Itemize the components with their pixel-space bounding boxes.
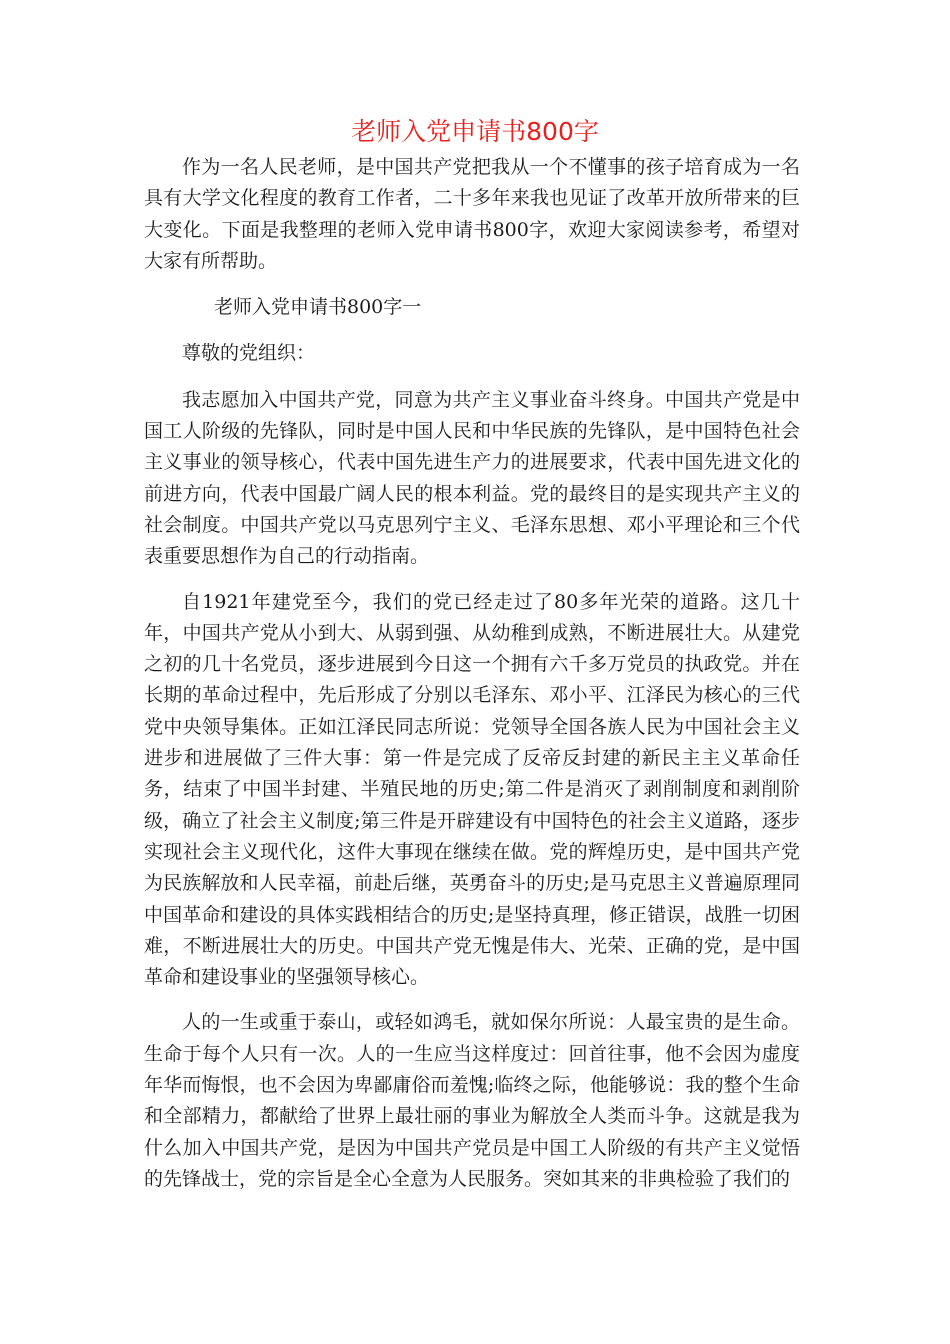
document-title: 老师入党申请书800字 [351,117,599,146]
body-paragraph-1: 我志愿加入中国共产党，同意为共产主义事业奋斗终身。中国共产党是中国工人阶级的先锋队，同时是中国人民和中华民族的先锋队，是中国特色社会主义事业的领导核心，代表中国先进生产力的进展要求，代表中国先进文化的前进方向，代表中国最广阔人民的根本利益。党的最终目的是实现共产主义的社会制度。中国共产党以马克思列宁主义、毛泽东思想、邓小平理论和三个代表重要思想作为自己的行动指南。 [144,388,800,568]
body-paragraph-2: 自1921年建党至今，我们的党已经走过了80多年光荣的道路。这几十年，中国共产党从小到大、从弱到强、从幼稚到成熟，不断进展壮大。从建党之初的几十名党员，逐步进展到今日这一个拥有六千多万党员的执政党。并在长期的革命过程中，先后形成了分别以毛泽东、邓小平、江泽民为核心的三代党中央领导集体。正如江泽民同志所说：党领导全国各族人民为中国社会主义进步和进展做了三件大事：第一件是完成了反帝反封建的新民主主义革命任务，结束了中国半封建、半殖民地的历史;第二件是消灭了剥削制度和剥削阶级，确立了社会主义制度;第三件是开辟建设有中国特色的社会主义道路，逐步实现社会主义现代化，这件大事现在继续在做。党的辉煌历史，是中国共产党为民族解放和人民幸福，前赴后继，英勇奋斗的历史;是马克思主义普遍原理同中国革命和建设的具体实践相结合的历史;是坚持真理，修正错误，战胜一切困难，不断进展壮大的历史。中国共产党无愧是伟大、光荣、正确的党，是中国革命和建设事业的坚强领导核心。 [144,590,800,989]
salutation: 尊敬的党组织： [182,342,316,365]
intro-paragraph: 作为一名人民老师，是中国共产党把我从一个不懂事的孩子培育成为一名具有大学文化程度的教育工作者，二十多年来我也见证了改革开放所带来的巨大变化。下面是我整理的老师入党申请书800字，欢迎大家阅读参考，希望对大家有所帮助。 [144,156,800,272]
document-body [144,152,800,1209]
section-subtitle: 老师入党申请书800字一 [214,296,422,319]
body-paragraph-3: 人的一生或重于泰山，或轻如鸿毛，就如保尔所说：人最宝贵的是生命。生命于每个人只有一次。人的一生应当这样度过：回首往事，他不会因为虚度年华而悔恨，也不会因为卑鄙庸俗而羞愧;临终之际，他能够说：我的整个生命和全部精力，都献给了世界上最壮丽的事业为解放全人类而斗争。这就是我为什么加入中国共产党，是因为中国共产党员是中国工人阶级的有共产主义觉悟的先锋战士，党的宗旨是全心全意为人民服务。突如其来的非典检验了我们的 [144,1011,800,1190]
